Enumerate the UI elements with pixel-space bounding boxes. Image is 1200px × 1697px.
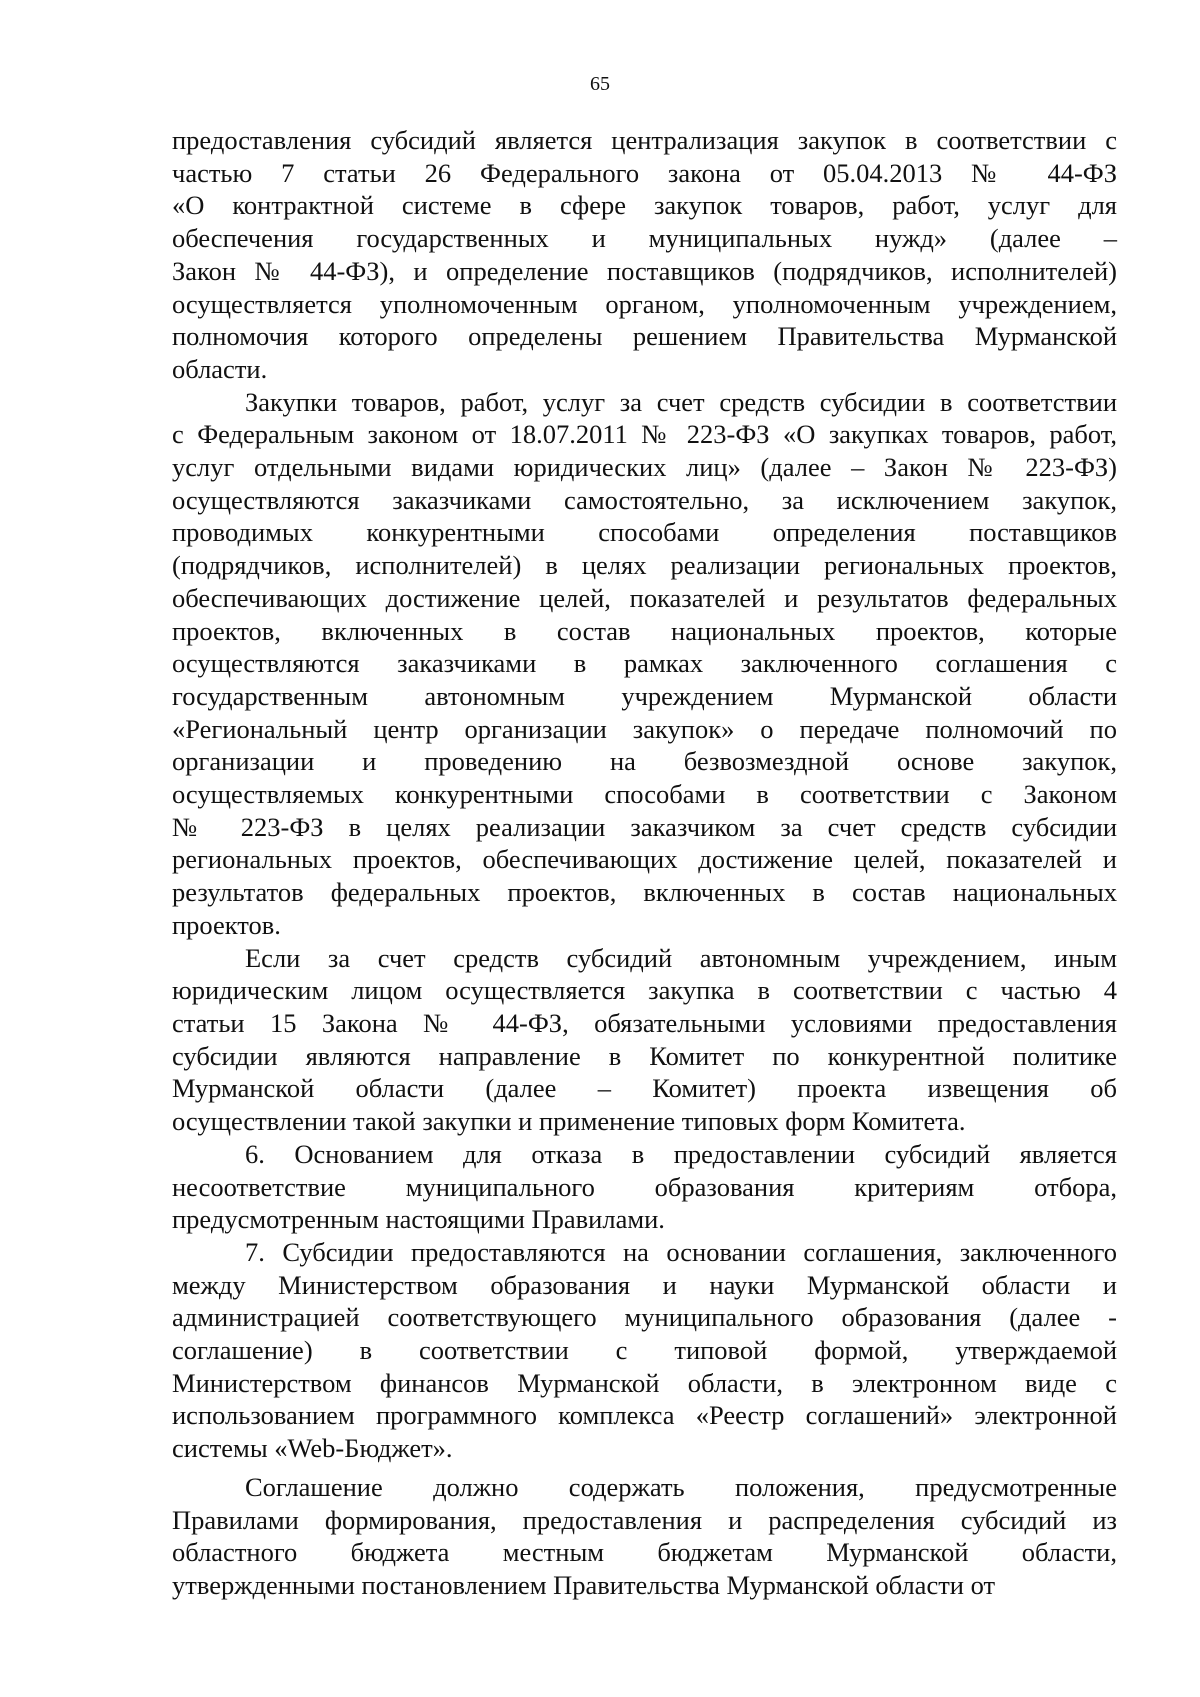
text-line: предусмотренным настоящими Правилами. (172, 1204, 665, 1235)
text-line: проектов, включенных в состав национальных проектов, которые (172, 615, 1117, 646)
text-line: Если за счет средств субсидий автономным учреждением, иным (245, 942, 1117, 973)
text-line: проектов. (172, 909, 281, 940)
paragraph (172, 124, 1117, 386)
text-line: (подрядчиков, исполнителей) в целях реализации региональных проектов, (172, 550, 1117, 581)
text-line: Закон № 44-ФЗ), и определение поставщиков (подрядчиков, исполнителей) (172, 255, 1117, 286)
text-line: «О контрактной системе в сфере закупок товаров, работ, услуг для (172, 190, 1117, 221)
page-number: 65 (590, 73, 610, 95)
text-line: осуществлении такой закупки и применение типовых форм Комитета. (172, 1106, 966, 1137)
text-line: 6. Основанием для отказа в предоставлении субсидий является (245, 1138, 1117, 1169)
text-line: № 223-ФЗ в целях реализации заказчиком за счет средств субсидии (172, 811, 1117, 842)
text-line: региональных проектов, обеспечивающих достижение целей, показателей и (172, 844, 1117, 875)
text-line: юридическим лицом осуществляется закупка в соответствии с частью 4 (172, 975, 1117, 1006)
document-body (172, 124, 1117, 1602)
text-line: обеспечивающих достижение целей, показателей и результатов федеральных (172, 582, 1117, 613)
text-line: Министерством финансов Мурманской области, в электронном виде с (172, 1367, 1117, 1398)
text-line: области. (172, 353, 268, 384)
text-line: осуществляются заказчиками самостоятельно, за исключением закупок, (172, 484, 1117, 515)
text-line: услуг отдельными видами юридических лиц» (далее – Закон № 223-ФЗ) (172, 452, 1117, 483)
text-line: статьи 15 Закона № 44-ФЗ, обязательными условиями предоставления (172, 1007, 1117, 1038)
text-line: обеспечения государственных и муниципальных нужд» (далее – (172, 223, 1117, 254)
text-line: Правилами формирования, предоставления и распределения субсидий из (172, 1504, 1117, 1535)
text-line: использованием программного комплекса «Реестр соглашений» электронной (172, 1400, 1117, 1431)
text-line: организации и проведению на безвозмездной основе закупок, (172, 746, 1117, 777)
text-line: 7. Субсидии предоставляются на основании соглашения, заключенного (245, 1236, 1117, 1267)
text-line: осуществляются заказчиками в рамках заключенного соглашения с (172, 648, 1117, 679)
paragraph (172, 1471, 1117, 1602)
paragraph (172, 1236, 1117, 1465)
text-line: Соглашение должно содержать положения, предусмотренные (245, 1471, 1117, 1502)
paragraph (172, 386, 1117, 942)
text-line: субсидии являются направление в Комитет по конкурентной политике (172, 1040, 1117, 1071)
text-line: частью 7 статьи 26 Федерального закона от 05.04.2013 № 44-ФЗ (172, 157, 1117, 188)
text-line: соглашение) в соответствии с типовой формой, утверждаемой (172, 1335, 1117, 1366)
paragraph (172, 1138, 1117, 1236)
text-line: с Федеральным законом от 18.07.2011 № 223-ФЗ «О закупках товаров, работ, (172, 419, 1117, 450)
text-line: осуществляемых конкурентными способами в соответствии с Законом (172, 779, 1117, 810)
text-line: проводимых конкурентными способами определения поставщиков (172, 517, 1117, 548)
text-line: между Министерством образования и науки Мурманской области и (172, 1269, 1117, 1300)
text-line: утвержденными постановлением Правительства Мурманской области от (172, 1569, 996, 1600)
text-line: результатов федеральных проектов, включенных в состав национальных (172, 877, 1117, 908)
text-line: администрацией соответствующего муниципального образования (далее - (172, 1302, 1117, 1333)
text-line: осуществляется уполномоченным органом, уполномоченным учреждением, (172, 288, 1117, 319)
text-line: областного бюджета местным бюджетам Мурманской области, (172, 1537, 1117, 1568)
text-line: Закупки товаров, работ, услуг за счет средств субсидии в соответствии (245, 386, 1117, 417)
text-line: системы «Web-Бюджет». (172, 1433, 453, 1464)
paragraph (172, 942, 1117, 1138)
text-line: предоставления субсидий является централизация закупок в соответствии с (172, 125, 1117, 155)
text-line: государственным автономным учреждением Мурманской области (172, 680, 1117, 711)
text-line: Мурманской области (далее – Комитет) проекта извещения об (172, 1073, 1117, 1104)
text-line: полномочия которого определены решением Правительства Мурманской (172, 321, 1117, 352)
text-line: «Региональный центр организации закупок» о передаче полномочий по (172, 713, 1117, 744)
text-line: несоответствие муниципального образования критериям отбора, (172, 1171, 1117, 1202)
